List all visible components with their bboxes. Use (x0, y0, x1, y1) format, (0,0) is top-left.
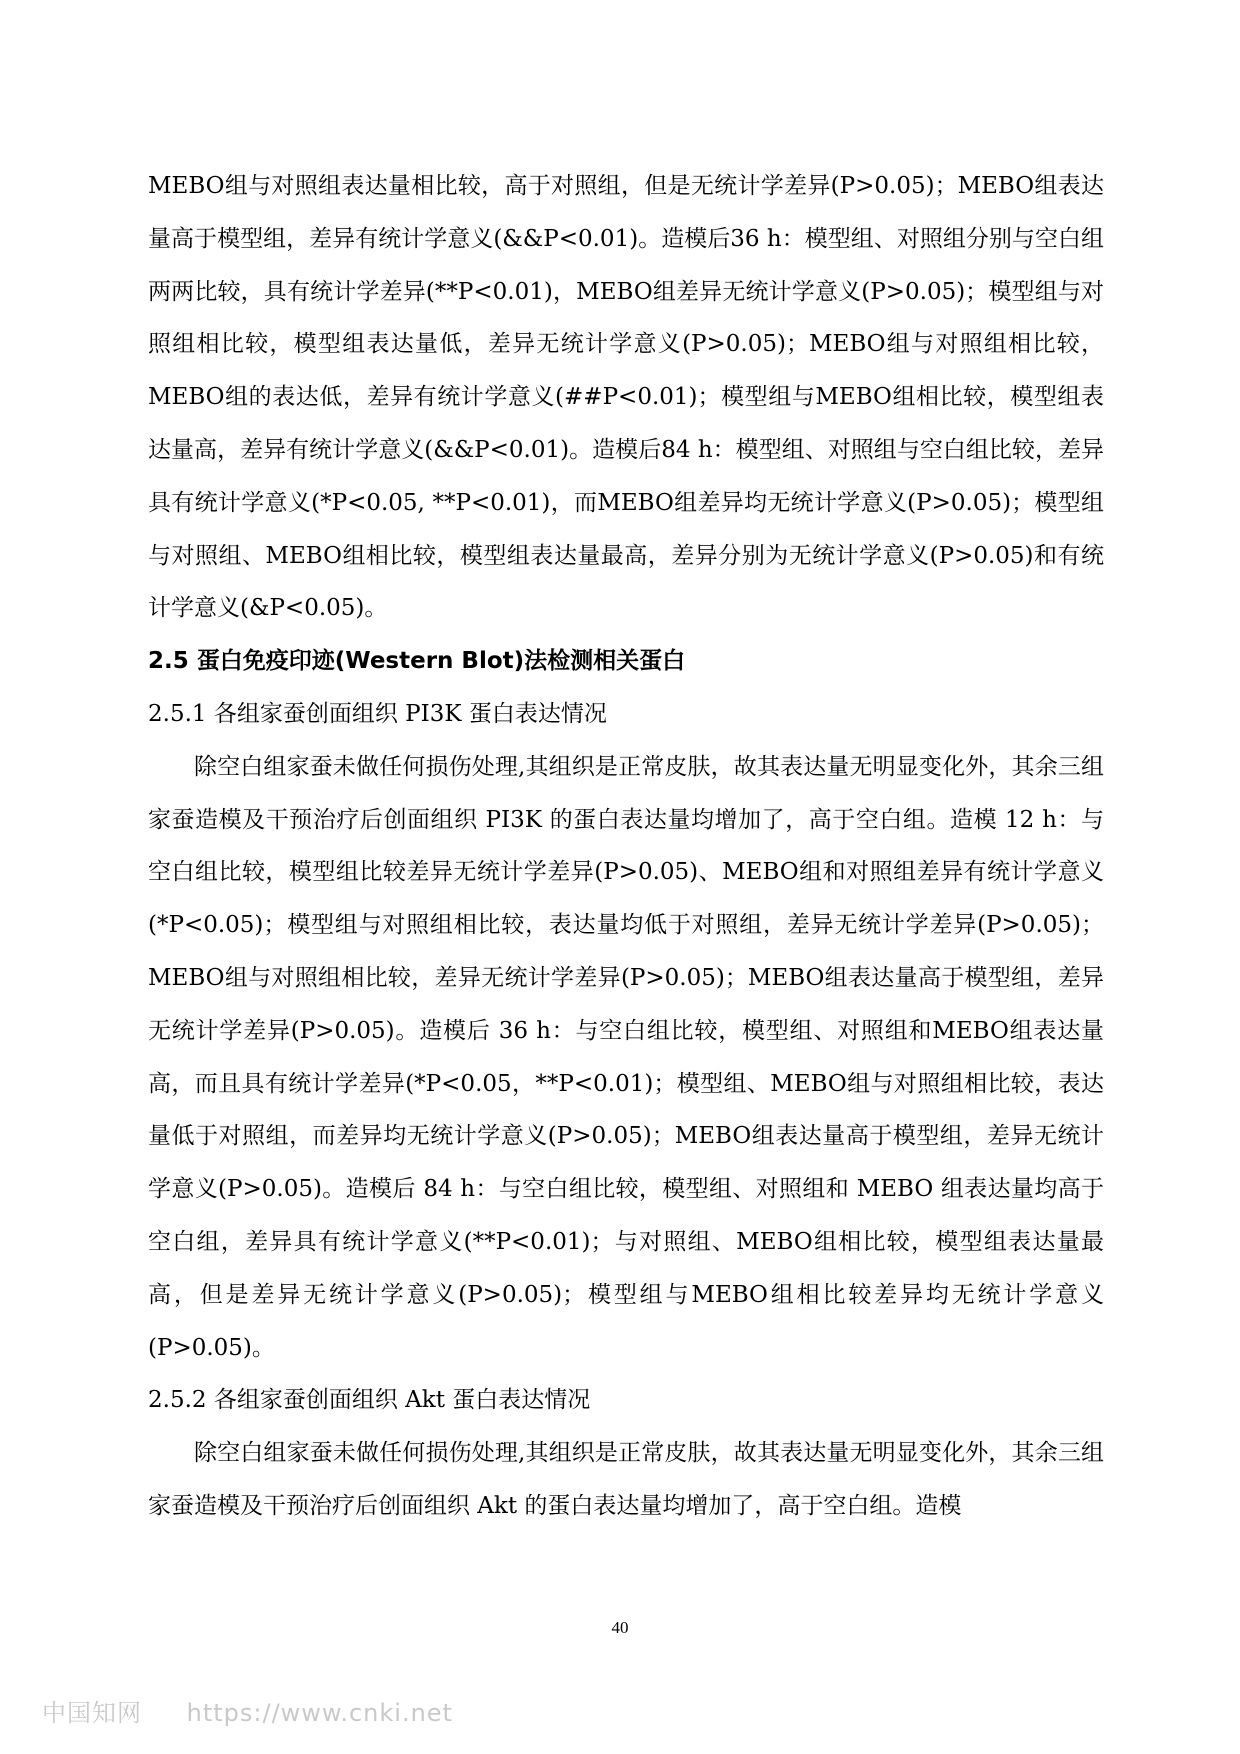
paragraph-pi3k-results: 除空白组家蚕未做任何损伤处理,其组织是正常皮肤，故其表达量无明显变化外，其余三组家蚕造模及干预治疗后创面组织 PI3K 的蛋白表达量均增加了，高于空白组。造模 12 h：与空白组比较，模型组比较差异无统计学差异(P>0.05)、MEBO组和对照组差异有统计学意义(*P<0.05)；模型组与对照组相比较，表达量均低于对照组，差异无统计学差异(P>0.05)；MEBO组与对照组相比较，差异无统计学差异(P>0.05)；MEBO组表达量高于模型组，差异无统计学差异(P>0.05)。造模后 36 h：与空白组比较，模型组、对照组和MEBO组表达量高，而且具有统计学差异(*P<0.05，**P<0.01)；模型组、MEBO组与对照组相比较，表达量低于对照组，而差异均无统计学意义(P>0.05)；MEBO组表达量高于模型组，差异无统计学意义(P>0.05)。造模后 84 h：与空白组比较，模型组、对照组和 MEBO 组表达量均高于空白组，差异具有统计学意义(**P<0.01)；与对照组、MEBO组相比较，模型组表达量最高，但是差异无统计学意义(P>0.05)；模型组与MEBO组相比较差异均无统计学意义(P>0.05)。 (148, 753, 1104, 1361)
subsection-heading-2-5-2: 2.5.2 各组家蚕创面组织 Akt 蛋白表达情况 (148, 1387, 591, 1414)
cnki-watermark (42, 1693, 453, 1728)
paragraph-continued-results: MEBO组与对照组表达量相比较，高于对照组，但是无统计学差异(P>0.05)；MEBO组表达量高于模型组，差异有统计学意义(&&P<0.01)。造模后36 h：模型组、对照组分别与空白组两两比较，具有统计学差异(**P<0.01)，MEBO组差异无统计学意义(P>0.05)；模型组与对照组相比较，模型组表达量低，差异无统计学意义(P>0.05)；MEBO组与对照组相比较，MEBO组的表达低，差异有统计学意义(##P<0.01)；模型组与MEBO组相比较，模型组表达量高，差异有统计学意义(&&P<0.01)。造模后84 h：模型组、对照组与空白组比较，差异具有统计学意义(*P<0.05, **P<0.01)，而MEBO组差异均无统计学意义(P>0.05)；模型组与对照组、MEBO组相比较，模型组表达量最高，差异分别为无统计学意义(P>0.05)和有统计学意义(&P<0.05)。 (148, 173, 1104, 622)
subsection-heading-2-5-1: 2.5.1 各组家蚕创面组织 PI3K 蛋白表达情况 (148, 700, 607, 727)
watermark-brand: 中国知网 (42, 1699, 142, 1727)
section-heading-2-5: 2.5 蛋白免疫印迹(Western Blot)法检测相关蛋白 (148, 648, 686, 675)
page-number: 40 (611, 1618, 629, 1637)
document-body (148, 160, 1104, 1533)
watermark-url: https://www.cnki.net (186, 1699, 453, 1727)
paragraph-akt-results: 除空白组家蚕未做任何损伤处理,其组织是正常皮肤，故其表达量无明显变化外，其余三组家蚕造模及干预治疗后创面组织 Akt 的蛋白表达量均增加了，高于空白组。造模 (148, 1440, 1104, 1519)
